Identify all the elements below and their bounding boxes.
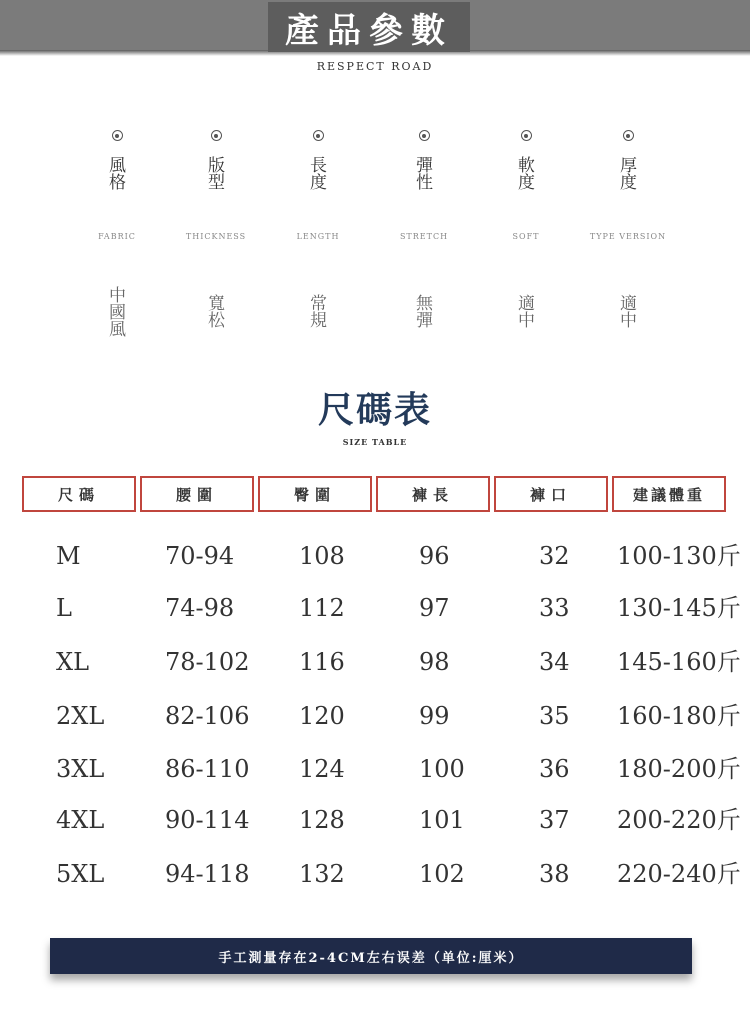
cell-waist: 86-110 [165,755,250,783]
cell-weight: 100-130斤 [617,542,741,570]
cell-waist: 90-114 [165,806,250,834]
cell-pants-length: 101 [419,806,465,834]
param-fit [176,130,256,351]
page-title: 產品參數 [268,2,470,52]
param-value: 適中 [616,294,636,328]
cell-waist: 74-98 [165,594,235,622]
cell-weight: 200-220斤 [617,806,741,834]
cell-size: 3XL [56,755,105,783]
cell-pants-length: 99 [419,702,450,730]
radio-dot-icon [521,130,532,141]
cell-hip: 116 [299,648,345,676]
param-english: STRETCH [399,232,449,241]
cell-hip: 120 [299,702,345,730]
radio-dot-icon [623,130,634,141]
cell-waist: 82-106 [165,702,250,730]
size-table-title: 尺碼表 [317,389,432,431]
param-name: 軟度 [514,156,534,190]
cell-size: 5XL [56,860,105,888]
cell-weight: 180-200斤 [617,755,741,783]
param-english: SOFT [512,232,540,241]
param-length [278,130,358,351]
param-value: 寬松 [204,294,224,328]
cell-size: L [56,594,72,622]
header-weight: 建議體重 [612,476,726,512]
measurement-note: 手工測量存在2-4CM左右误差（单位:厘米） [50,938,692,974]
cell-size: 2XL [56,702,105,730]
param-name: 彈性 [412,156,432,190]
cell-weight: 220-240斤 [617,860,741,888]
header-pants-length: 褲長 [376,476,490,512]
cell-hip: 132 [299,860,345,888]
param-name: 版型 [204,156,224,190]
cell-waist: 94-118 [165,860,250,888]
cell-waist: 78-102 [165,648,250,676]
param-name: 長度 [306,156,326,190]
cell-size: XL [56,648,90,676]
cell-size: M [56,542,81,570]
cell-pants-length: 96 [419,542,450,570]
param-english: THICKNESS [185,232,247,241]
cell-weight: 145-160斤 [617,648,741,676]
header-hip: 臀圍 [258,476,372,512]
radio-dot-icon [313,130,324,141]
header-waist: 腰圍 [140,476,254,512]
cell-leg-opening: 33 [539,594,570,622]
param-name: 厚度 [616,156,636,190]
param-name: 風格 [105,156,125,190]
radio-dot-icon [211,130,222,141]
param-value: 無彈 [412,294,432,328]
cell-pants-length: 102 [419,860,465,888]
param-english: LENGTH [296,232,340,241]
cell-weight: 130-145斤 [617,594,741,622]
header-leg-opening: 褲口 [494,476,608,512]
cell-pants-length: 97 [419,594,450,622]
size-table-subtitle: SIZE TABLE [342,437,408,447]
cell-hip: 128 [299,806,345,834]
param-english: FABRIC [98,232,136,241]
cell-pants-length: 100 [419,755,465,783]
cell-waist: 70-94 [165,542,235,570]
cell-leg-opening: 34 [539,648,570,676]
cell-leg-opening: 37 [539,806,570,834]
param-value: 適中 [514,294,534,328]
param-english: TYPE VERSION [589,232,667,241]
param-stretch [384,130,464,351]
page-subtitle: RESPECT ROAD [316,60,434,73]
param-value: 常規 [306,294,326,328]
cell-hip: 124 [299,755,345,783]
param-value: 中國風 [105,285,125,337]
cell-leg-opening: 38 [539,860,570,888]
cell-pants-length: 98 [419,648,450,676]
cell-size: 4XL [56,806,105,834]
cell-hip: 108 [299,542,345,570]
cell-weight: 160-180斤 [617,702,741,730]
param-thickness [588,130,668,351]
cell-leg-opening: 32 [539,542,570,570]
param-style [77,130,157,351]
cell-hip: 112 [299,594,345,622]
cell-leg-opening: 35 [539,702,570,730]
cell-leg-opening: 36 [539,755,570,783]
header-size: 尺碼 [22,476,136,512]
radio-dot-icon [419,130,430,141]
radio-dot-icon [112,130,123,141]
param-softness [486,130,566,351]
